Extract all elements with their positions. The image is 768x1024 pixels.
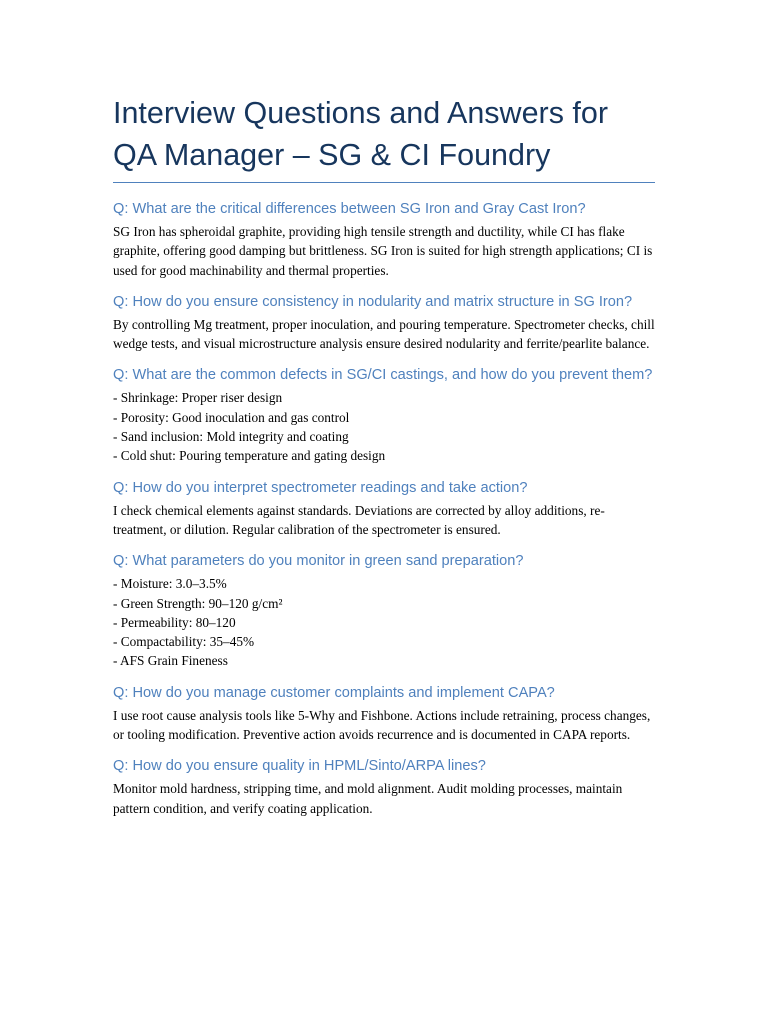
qa-item-4 [113, 476, 655, 540]
answer-5-bullet: - Green Strength: 90–120 g/cm² [113, 595, 283, 611]
answer-6: I use root cause analysis tools like 5-Why and Fishbone. Actions include retraining, process changes, or tooling modification. Preventive action avoids recurrence and is documented in CAPA reports. [113, 707, 651, 743]
answer-7: Monitor mold hardness, stripping time, and mold alignment. Audit molding processes, maintain pattern condition, and verify coating application. [113, 781, 623, 816]
answer-2: By controlling Mg treatment, proper inoculation, and pouring temperature. Spectrometer checks, chill wedge tests, and visual microstructure analysis ensure desired nodularity and ferrite/pearlite balance. [113, 316, 655, 352]
answer-4: I check chemical elements against standards. Deviations are corrected by alloy additions, re-treatment, or dilution. Regular calibration of the spectrometer is ensured. [113, 502, 605, 537]
answer-3-bullet: - Sand inclusion: Mold integrity and coating [113, 429, 349, 445]
answer-3-list [113, 388, 655, 465]
question-1: Q: What are the critical differences between SG Iron and Gray Cast Iron? [113, 201, 586, 217]
answer-5-bullet: - Moisture: 3.0–3.5% [113, 576, 227, 592]
document-title: Interview Questions and Answers for QA Manager – SG & CI Foundry [113, 92, 655, 183]
question-4: Q: How do you interpret spectrometer readings and take action? [113, 479, 528, 496]
answer-5-list [113, 574, 655, 670]
qa-item-7 [113, 754, 655, 818]
qa-item-6 [113, 681, 655, 745]
question-2: Q: How do you ensure consistency in nodularity and matrix structure in SG Iron? [113, 293, 633, 310]
question-3: Q: What are the common defects in SG/CI castings, and how do you prevent them? [113, 367, 653, 384]
qa-item-3 [113, 363, 655, 465]
answer-1: SG Iron has spheroidal graphite, providing high tensile strength and ductility, while CI has flake graphite, offering good damping but brittleness. SG Iron is suited for high strength applications; CI is used for good machinability and thermal properties. [113, 224, 653, 278]
question-6: Q: How do you manage customer complaints and implement CAPA? [113, 684, 555, 701]
question-5: Q: What parameters do you monitor in green sand preparation? [113, 553, 524, 570]
answer-3-bullet: - Shrinkage: Proper riser design [113, 390, 283, 406]
answer-5-bullet: - AFS Grain Fineness [113, 653, 228, 669]
qa-item-2 [113, 290, 655, 354]
answer-5-bullet: - Permeability: 80–120 [113, 614, 236, 630]
document-page [113, 92, 655, 818]
answer-5-bullet: - Compactability: 35–45% [113, 634, 255, 650]
qa-item-5 [113, 549, 655, 670]
answer-3-bullet: - Porosity: Good inoculation and gas control [113, 409, 350, 425]
question-7: Q: How do you ensure quality in HPML/Sinto/ARPA lines? [113, 758, 486, 775]
qa-item-1 [113, 197, 655, 280]
answer-3-bullet: - Cold shut: Pouring temperature and gating design [113, 448, 386, 464]
